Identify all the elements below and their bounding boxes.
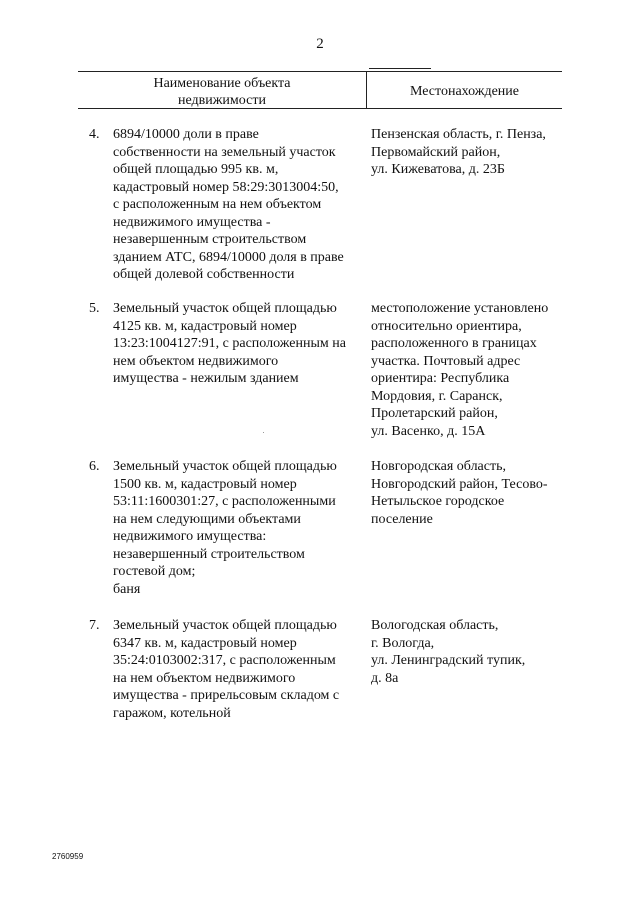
header-object-name <box>78 75 366 109</box>
scan-speck <box>263 432 264 433</box>
header-top-rule <box>78 71 562 72</box>
entry-description: Земельный участок общей площадью 6347 кв. м, кадастровый номер 35:24:0103002:317, с расположенным на нем объектом недвижимого имущества - прирельсовым складом с гаражом, котельной <box>113 618 340 721</box>
entry-location: Пензенская область, г. Пенза, Первомайский район, ул. Кижеватова, д. 23Б <box>371 127 546 177</box>
header-top-rule-short <box>369 68 431 69</box>
entry-description: Земельный участок общей площадью 1500 кв. м, кадастровый номер 53:11:1600301:27, с расположенными на нем следующими объектами недвижимого имущества: незавершенный строительством гостевой дом; баня <box>113 459 337 597</box>
entry-description: 6894/10000 доли в праве собственности на земельный участок общей площадью 995 кв. м, кадастровый номер 58:29:3013004:50, с расположенным на нем объектом недвижимого имущества - незавершенным строительством зданием АТС, 6894/10000 доля в праве общей долевой собственности <box>113 127 344 282</box>
entry-number: 6. <box>89 459 100 474</box>
entry-location: Новгородская область, Новгородский район, Тесово- Нетыльское городское поселение <box>371 459 548 527</box>
entry-number: 7. <box>89 618 100 633</box>
entry-location: Вологодская область, г. Вологда, ул. Ленинградский тупик, д. 8а <box>371 618 526 686</box>
header-location <box>367 83 562 100</box>
entry-description: Земельный участок общей площадью 4125 кв. м, кадастровый номер 13:23:1004127:91, с расположенным на нем объектом недвижимого имущества - нежилым зданием <box>113 301 346 386</box>
header-object-name-text: Наименование объекта недвижимости <box>153 76 291 108</box>
page-number: 2 <box>316 36 324 52</box>
entry-number: 5. <box>89 301 100 316</box>
entry-number: 4. <box>89 127 100 142</box>
entry-location: местоположение установлено относительно ориентира, расположенного в границах участка. Почтовый адрес ориентира: Республика Мордовия, г. Саранск, Пролетарский район, ул. Васенко, д. 15А <box>371 301 549 439</box>
document-code: 2760959 <box>52 852 84 861</box>
header-location-text: Местонахождение <box>409 84 519 99</box>
